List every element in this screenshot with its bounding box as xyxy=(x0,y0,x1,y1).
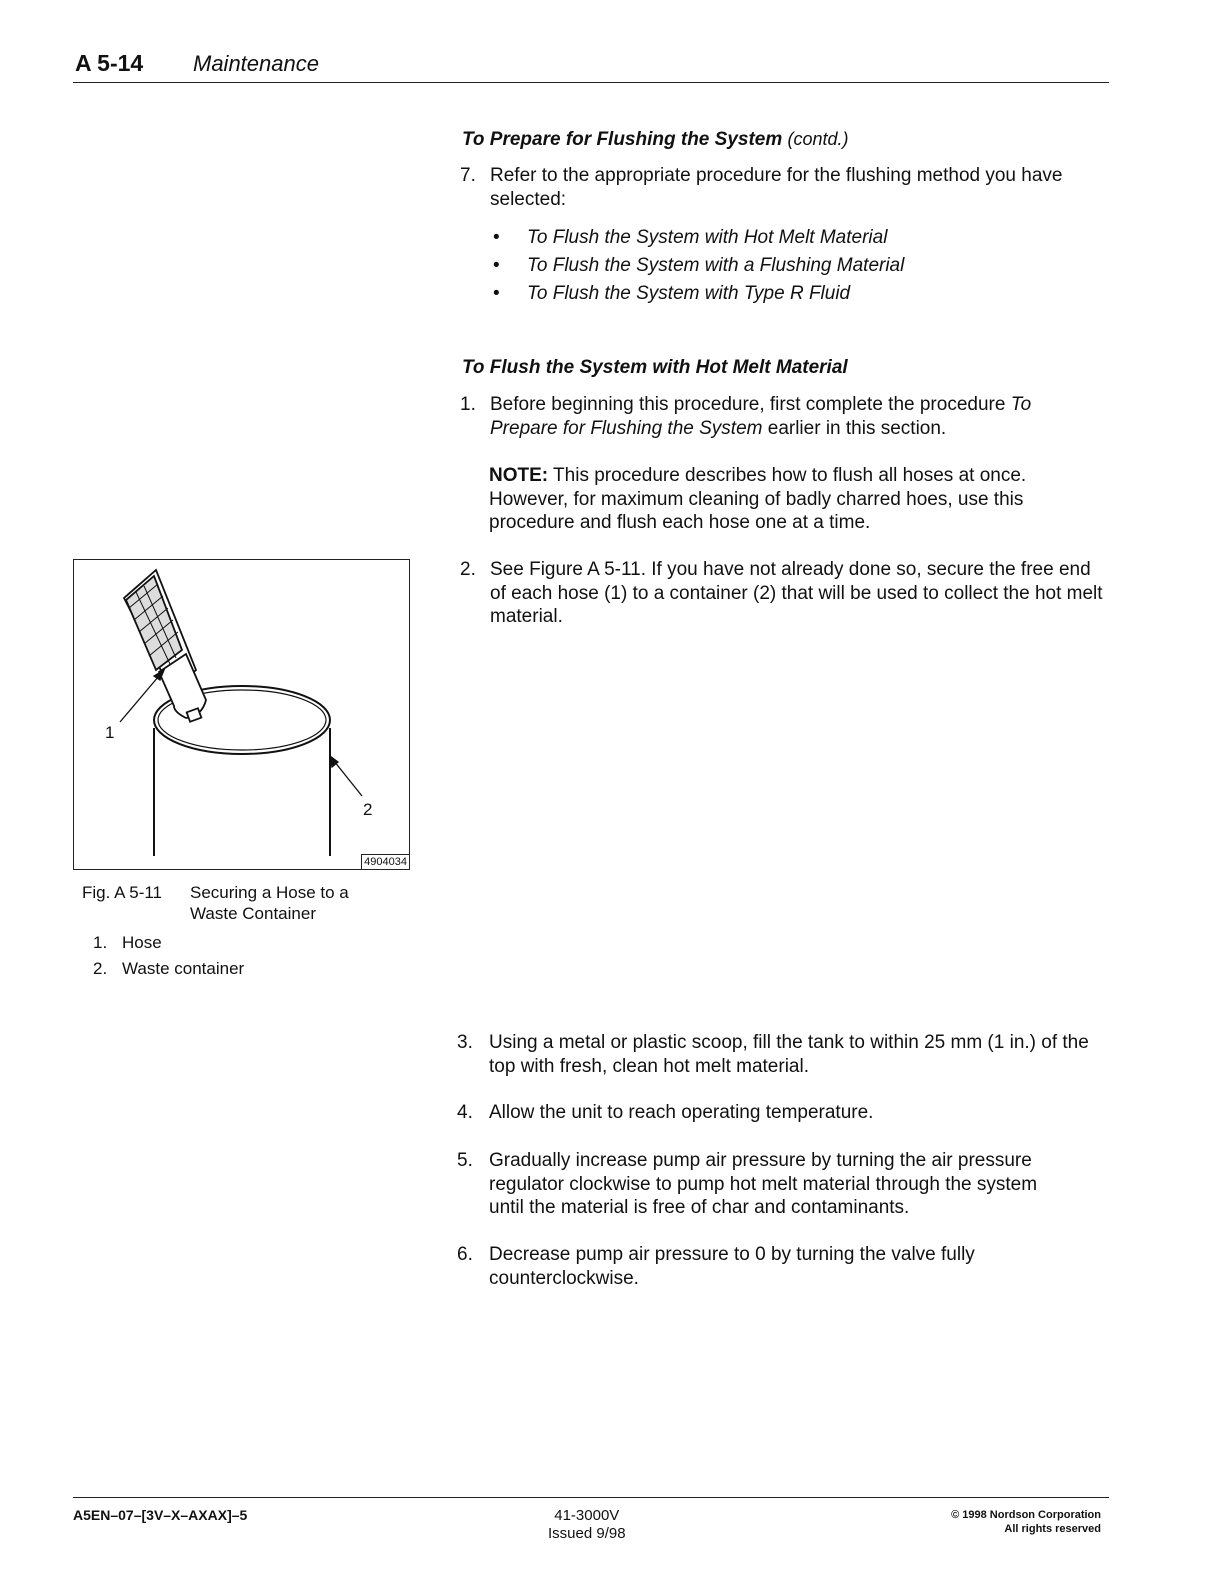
legend-item xyxy=(93,932,244,958)
note xyxy=(489,464,1079,535)
issue-date: Issued 9/98 xyxy=(548,1525,626,1542)
step-6 xyxy=(457,1243,1077,1290)
step-text: Gradually increase pump air pressure by turning the air pressure regulator clockwise to pump hot melt material through the system until the material is free of char and contaminants. xyxy=(489,1150,1038,1218)
footer-copyright xyxy=(951,1508,1101,1536)
figure-caption-label: Fig. A 5-11 xyxy=(82,883,163,902)
legend-label: Hose xyxy=(122,933,162,952)
figure-id: 4904034 xyxy=(361,854,409,869)
step-4 xyxy=(457,1101,1097,1125)
list-item xyxy=(493,227,904,255)
step-text: Allow the unit to reach operating temperature. xyxy=(489,1102,874,1123)
step-text xyxy=(490,393,1090,440)
step-text: See Figure A 5-11. If you have not already done so, secure the free end of each hose (1) to a container (2) that will be used to collect the hot melt material. xyxy=(490,559,1103,627)
doc-code: A5EN–07–[3V–X–AXAX]–5 xyxy=(73,1507,248,1523)
hose-drawing xyxy=(124,570,206,722)
note-text: This procedure describes how to flush all hoses at once. However, for maximum cleaning of badly charred hoes, use this procedure and flush each hose one at a time. xyxy=(489,465,1027,533)
page-number: A 5-14 xyxy=(75,50,144,76)
figure-a5-11 xyxy=(73,559,410,870)
list-item-text: To Flush the System with a Flushing Material xyxy=(527,255,905,276)
list-item-text: To Flush the System with Hot Melt Material xyxy=(527,227,888,248)
legend-item xyxy=(93,958,244,984)
legend-num: 2. xyxy=(93,959,108,978)
step-number: 3. xyxy=(457,1032,473,1053)
step-2 xyxy=(460,558,1110,629)
header-rule xyxy=(73,82,1109,83)
figure-caption xyxy=(190,882,349,924)
step-1 xyxy=(460,393,1090,440)
section-title: Maintenance xyxy=(193,51,319,76)
list-item xyxy=(493,283,904,311)
step-number: 5. xyxy=(457,1150,473,1171)
callout-2: 2 xyxy=(363,800,373,819)
step-5 xyxy=(457,1149,1077,1220)
footer-center xyxy=(548,1507,626,1543)
caption-line: Waste Container xyxy=(190,904,316,923)
step-number: 6. xyxy=(457,1244,473,1265)
bullet-icon: • xyxy=(493,255,500,276)
step-number: 4. xyxy=(457,1102,473,1123)
flush-method-list xyxy=(493,227,904,311)
step-3 xyxy=(457,1031,1097,1078)
step-text-part: earlier in this section. xyxy=(762,417,947,439)
prepare-heading xyxy=(462,129,849,151)
step-text: Decrease pump air pressure to 0 by turning the valve fully counterclockwise. xyxy=(489,1244,975,1289)
legend-num: 1. xyxy=(93,933,108,952)
step-text-italic: To Prepare for Flushing the System xyxy=(490,394,1032,439)
step-number: 7. xyxy=(460,165,476,186)
bullet-icon: • xyxy=(493,283,500,304)
copyright: © 1998 Nordson Corporation xyxy=(951,1509,1101,1521)
callout-1: 1 xyxy=(105,723,115,742)
note-label: NOTE: xyxy=(489,465,549,486)
footer-rule xyxy=(73,1497,1109,1498)
callout-leaders xyxy=(120,670,362,796)
step-number: 2. xyxy=(460,559,476,580)
step-text-part: Before beginning this procedure, first complete the procedure xyxy=(490,394,1011,415)
list-item-text: To Flush the System with Type R Fluid xyxy=(527,283,851,304)
part-number: 41-3000V xyxy=(554,1507,620,1524)
figure-legend xyxy=(93,932,244,984)
list-item xyxy=(493,255,904,283)
hose-container-illustration xyxy=(74,560,409,869)
step-number: 1. xyxy=(460,394,476,415)
flush-heading: To Flush the System with Hot Melt Material xyxy=(462,357,848,378)
rights: All rights reserved xyxy=(1004,1523,1101,1535)
bullet-icon: • xyxy=(493,227,500,248)
prepare-heading-text: To Prepare for Flushing the System xyxy=(462,129,783,150)
prepare-heading-contd: (contd.) xyxy=(787,129,849,149)
step-text: Refer to the appropriate procedure for the flushing method you have selected: xyxy=(490,165,1063,210)
caption-line: Securing a Hose to a xyxy=(190,883,349,902)
step-7 xyxy=(460,164,1110,211)
step-text: Using a metal or plastic scoop, fill the tank to within 25 mm (1 in.) of the top with fresh, clean hot melt material. xyxy=(489,1032,1089,1077)
legend-label: Waste container xyxy=(122,959,245,978)
